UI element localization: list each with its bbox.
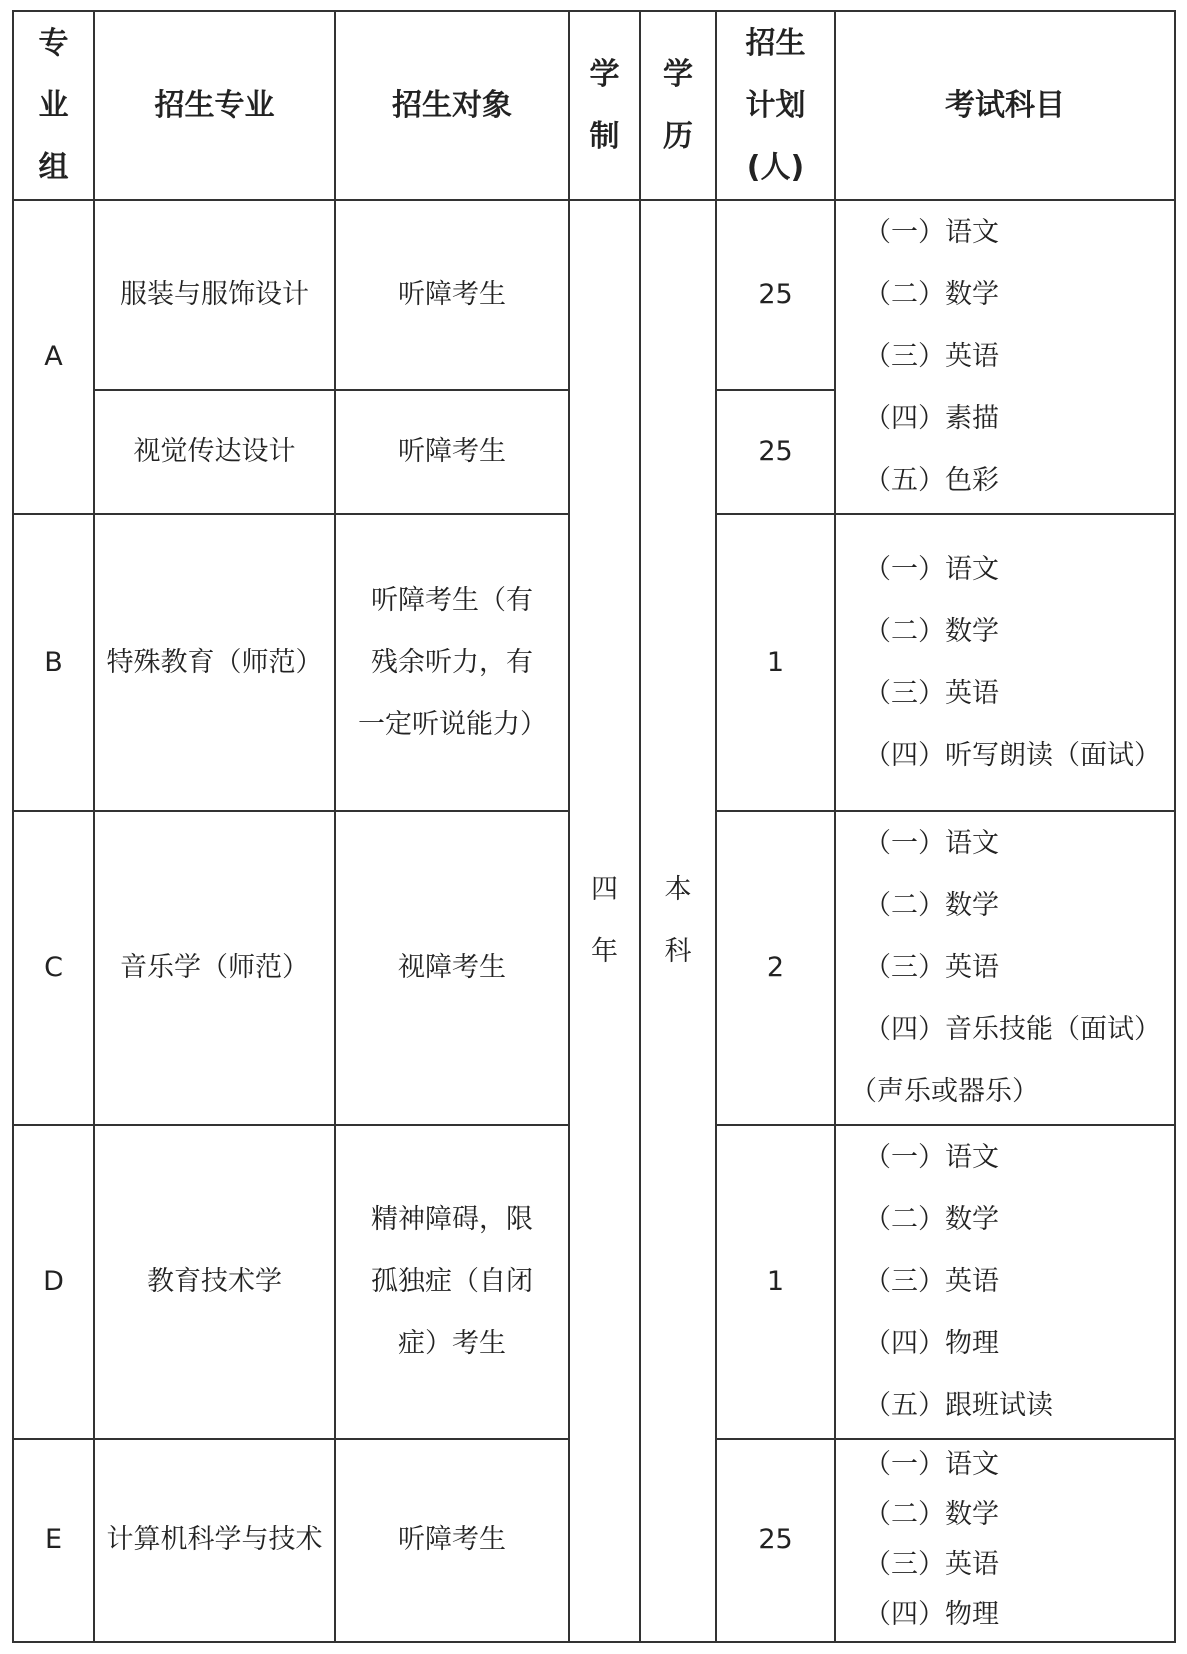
plan-cell: 2 xyxy=(716,811,835,1125)
group-cell: B xyxy=(13,514,94,812)
header-group: 专业组 xyxy=(13,11,94,200)
subject-item: （四）物理 xyxy=(864,1599,999,1631)
subject-item: （二）数学 xyxy=(864,1203,999,1235)
header-plan: 招生计划(人) xyxy=(716,11,835,200)
target-cell: 视障考生 xyxy=(335,811,569,1125)
group-cell: D xyxy=(13,1125,94,1439)
header-subjects: 考试科目 xyxy=(835,11,1175,200)
subject-item: （三）英语 xyxy=(864,677,999,709)
subject-item: （四）物理 xyxy=(864,1327,999,1359)
subjects-cell xyxy=(835,811,1175,1125)
major-cell: 音乐学（师范） xyxy=(94,811,335,1125)
group-cell: C xyxy=(13,811,94,1125)
plan-cell: 25 xyxy=(716,1439,835,1642)
subject-item: （二）数学 xyxy=(864,1499,999,1531)
duration-cell: 四年 xyxy=(569,200,640,1642)
plan-cell: 1 xyxy=(716,1125,835,1439)
target-cell: 精神障碍，限孤独症（自闭症）考生 xyxy=(335,1125,569,1439)
subject-item: （二）数学 xyxy=(864,278,999,310)
header-row xyxy=(13,11,1175,200)
subject-item: （五）色彩 xyxy=(864,464,999,496)
subject-item: （三）英语 xyxy=(864,1549,999,1581)
header-major: 招生专业 xyxy=(94,11,335,200)
subject-item: （一）语文 xyxy=(864,828,999,860)
subjects-cell xyxy=(835,1439,1175,1642)
target-cell: 听障考生（有残余听力，有一定听说能力） xyxy=(335,514,569,812)
subject-item: （二）数学 xyxy=(864,890,999,922)
major-cell: 教育技术学 xyxy=(94,1125,335,1439)
subject-item: （二）数学 xyxy=(864,615,999,647)
major-cell: 服装与服饰设计 xyxy=(94,200,335,390)
subject-item: （四）听写朗读（面试） xyxy=(864,739,1161,771)
header-target: 招生对象 xyxy=(335,11,569,200)
header-degree: 学历 xyxy=(640,11,716,200)
subject-item: （四）音乐技能（面试）（声乐或器乐） xyxy=(850,1014,1161,1108)
subject-item: （一）语文 xyxy=(864,1449,999,1481)
group-cell: E xyxy=(13,1439,94,1642)
subject-item: （三）英语 xyxy=(864,340,999,372)
subject-item: （一）语文 xyxy=(864,1141,999,1173)
target-cell: 听障考生 xyxy=(335,390,569,514)
admissions-table xyxy=(12,10,1176,1643)
major-cell: 计算机科学与技术 xyxy=(94,1439,335,1642)
table-row xyxy=(13,200,1175,390)
plan-cell: 1 xyxy=(716,514,835,812)
subject-item: （三）英语 xyxy=(864,1265,999,1297)
plan-cell: 25 xyxy=(716,200,835,390)
subject-item: （四）素描 xyxy=(864,402,999,434)
degree-cell: 本科 xyxy=(640,200,716,1642)
major-cell: 特殊教育（师范） xyxy=(94,514,335,812)
target-cell: 听障考生 xyxy=(335,1439,569,1642)
subject-item: （一）语文 xyxy=(864,216,999,248)
subjects-cell xyxy=(835,1125,1175,1439)
plan-cell: 25 xyxy=(716,390,835,514)
subject-item: （三）英语 xyxy=(864,952,999,984)
group-cell: A xyxy=(13,200,94,514)
target-cell: 听障考生 xyxy=(335,200,569,390)
subjects-cell xyxy=(835,200,1175,514)
subjects-cell xyxy=(835,514,1175,812)
header-duration: 学制 xyxy=(569,11,640,200)
subject-item: （五）跟班试读 xyxy=(864,1389,1053,1421)
major-cell: 视觉传达设计 xyxy=(94,390,335,514)
subject-item: （一）语文 xyxy=(864,553,999,585)
